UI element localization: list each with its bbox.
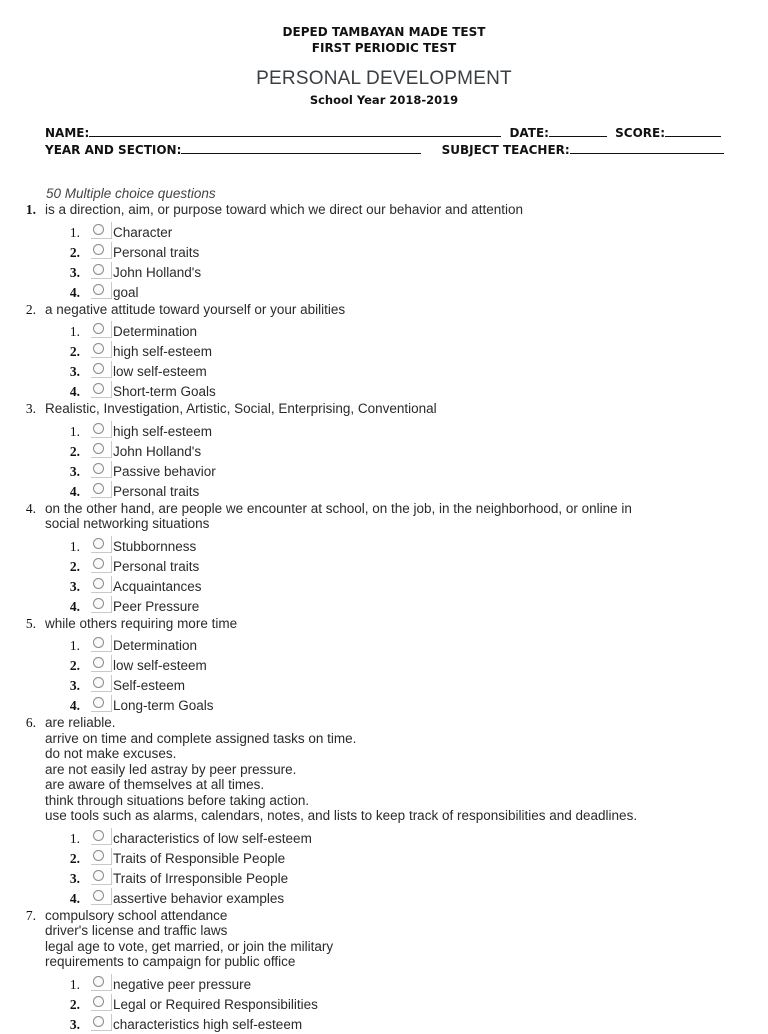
answer-option[interactable] <box>0 381 768 401</box>
question-number: 5. <box>25 615 36 631</box>
radio-circle-icon <box>93 637 104 648</box>
question-text: a negative attitude toward yourself or your abilities <box>45 301 346 317</box>
option-number: 3. <box>69 264 80 280</box>
radio-button[interactable] <box>91 441 112 458</box>
radio-button[interactable] <box>91 888 112 905</box>
answer-option[interactable] <box>0 536 768 556</box>
radio-button[interactable] <box>91 282 112 299</box>
question-text: on the other hand, are people we encounter at school, on the job, in the neighborhood, or online in social networking situations <box>45 500 632 531</box>
option-number: 4. <box>69 384 80 399</box>
radio-circle-icon <box>93 996 104 1007</box>
option-label: negative peer pressure <box>113 976 252 992</box>
question-number: 4. <box>25 500 36 516</box>
radio-button[interactable] <box>91 361 112 378</box>
radio-button[interactable] <box>91 994 112 1011</box>
radio-circle-icon <box>93 323 104 334</box>
radio-circle-icon <box>93 657 104 668</box>
option-number: 2. <box>69 443 80 459</box>
option-number: 4. <box>69 598 80 614</box>
radio-button[interactable] <box>91 556 112 573</box>
question-text: Realistic, Investigation, Artistic, Social, Enterprising, Conventional <box>45 401 437 416</box>
radio-circle-icon <box>93 578 104 589</box>
answer-option[interactable] <box>0 282 768 302</box>
question-item <box>0 501 768 616</box>
option-label: high self-esteem <box>113 423 213 439</box>
option-number: 1. <box>69 538 80 554</box>
radio-button[interactable] <box>91 421 112 438</box>
date-label: DATE: <box>509 126 549 140</box>
radio-button[interactable] <box>91 675 112 692</box>
option-label: Long-term Goals <box>113 698 214 713</box>
answer-option[interactable] <box>0 675 768 695</box>
question-number: 3. <box>25 401 36 416</box>
radio-circle-icon <box>93 483 104 494</box>
radio-circle-icon <box>93 244 104 255</box>
score-label: SCORE: <box>615 126 666 140</box>
option-label: John Holland's <box>113 264 202 280</box>
option-number: 1. <box>69 976 80 992</box>
answer-option[interactable] <box>0 848 768 868</box>
question-list <box>0 202 768 1034</box>
answer-options <box>0 536 768 616</box>
answer-option[interactable] <box>0 596 768 616</box>
option-label: characteristics high self-esteem <box>113 1016 303 1032</box>
radio-button[interactable] <box>91 848 112 865</box>
option-number: 2. <box>69 344 80 359</box>
option-number: 3. <box>69 364 80 379</box>
name-label: NAME: <box>45 126 90 140</box>
header-line-2: FIRST PERIODIC TEST <box>311 41 457 55</box>
question-text: while others requiring more time <box>45 615 238 631</box>
answer-option[interactable] <box>0 974 768 994</box>
radio-circle-icon <box>93 598 104 609</box>
answer-options <box>0 321 768 401</box>
subject-teacher-label: SUBJECT TEACHER: <box>441 143 570 157</box>
answer-option[interactable] <box>0 655 768 675</box>
answer-option[interactable] <box>0 341 768 361</box>
radio-button[interactable] <box>91 381 112 398</box>
school-year: School Year 2018-2019 <box>309 93 459 107</box>
option-number: 2. <box>69 850 80 866</box>
radio-circle-icon <box>93 890 104 901</box>
radio-circle-icon <box>93 976 104 987</box>
option-number: 3. <box>69 578 80 594</box>
option-label: Passive behavior <box>113 463 216 479</box>
option-number: 2. <box>69 996 80 1012</box>
answer-option[interactable] <box>0 635 768 655</box>
radio-circle-icon <box>93 383 104 394</box>
question-item <box>0 401 768 501</box>
radio-circle-icon <box>93 870 104 881</box>
option-label: Personal traits <box>113 244 200 260</box>
option-number: 1. <box>69 830 80 846</box>
option-number: 4. <box>69 698 80 713</box>
answer-option[interactable] <box>0 421 768 441</box>
option-label: Short-term Goals <box>113 384 216 399</box>
questions-intro: 50 Multiple choice questions <box>46 186 216 201</box>
option-label: low self-esteem <box>113 364 207 379</box>
question-item <box>0 715 768 908</box>
radio-button[interactable] <box>91 596 112 613</box>
radio-circle-icon <box>93 343 104 354</box>
radio-button[interactable] <box>91 974 112 991</box>
option-number: 3. <box>69 1016 80 1032</box>
option-label: Peer Pressure <box>113 598 200 614</box>
radio-button[interactable] <box>91 695 112 712</box>
answer-option[interactable] <box>0 321 768 341</box>
answer-option[interactable] <box>0 994 768 1014</box>
radio-button[interactable] <box>91 242 112 259</box>
radio-circle-icon <box>93 830 104 841</box>
answer-option[interactable] <box>0 695 768 715</box>
option-label: Legal or Required Responsibilities <box>113 996 318 1012</box>
option-number: 4. <box>69 890 80 906</box>
answer-options <box>0 421 768 501</box>
question-text: compulsory school attendance driver's license and traffic laws legal age to vote, get married, or join the military requirements to campaign for public office <box>45 907 334 969</box>
answer-option[interactable] <box>0 461 768 481</box>
question-item <box>0 302 768 402</box>
answer-option[interactable] <box>0 441 768 461</box>
answer-option[interactable] <box>0 576 768 596</box>
option-label: Personal traits <box>113 483 200 499</box>
option-number: 4. <box>69 284 80 300</box>
radio-circle-icon <box>93 363 104 374</box>
info-row-2 <box>45 142 724 157</box>
option-label: goal <box>113 284 139 300</box>
option-number: 1. <box>69 638 80 653</box>
radio-circle-icon <box>93 558 104 569</box>
answer-options <box>0 222 768 302</box>
radio-circle-icon <box>93 677 104 688</box>
question-text: is a direction, aim, or purpose toward which we direct our behavior and attention <box>45 202 524 217</box>
radio-circle-icon <box>93 463 104 474</box>
question-number: 7. <box>25 907 36 923</box>
radio-circle-icon <box>93 443 104 454</box>
option-label: Determination <box>113 324 198 339</box>
radio-button[interactable] <box>91 868 112 885</box>
option-label: Character <box>113 224 173 240</box>
question-number: 2. <box>25 301 36 317</box>
radio-button[interactable] <box>91 222 112 239</box>
option-label: high self-esteem <box>113 344 213 359</box>
option-label: assertive behavior examples <box>113 890 285 906</box>
option-label: Stubbornness <box>113 538 197 554</box>
option-number: 1. <box>69 224 80 240</box>
option-number: 2. <box>69 658 80 673</box>
option-number: 4. <box>69 483 80 499</box>
option-label: Self-esteem <box>113 678 186 693</box>
option-label: John Holland's <box>113 443 202 459</box>
header-line-1: DEPED TAMBAYAN MADE TEST <box>282 25 486 39</box>
subject-teacher-blank[interactable] <box>570 142 724 154</box>
answer-option[interactable] <box>0 888 768 908</box>
score-blank[interactable] <box>665 125 721 137</box>
radio-circle-icon <box>93 850 104 861</box>
answer-option[interactable] <box>0 481 768 501</box>
option-number: 2. <box>69 244 80 260</box>
radio-circle-icon <box>93 1016 104 1027</box>
radio-circle-icon <box>93 538 104 549</box>
answer-option[interactable] <box>0 242 768 262</box>
option-label: Traits of Irresponsible People <box>113 870 289 886</box>
answer-options <box>0 974 768 1034</box>
option-number: 3. <box>69 463 80 479</box>
option-label: Determination <box>113 638 198 653</box>
document-title: PERSONAL DEVELOPMENT <box>256 68 512 89</box>
option-number: 3. <box>69 678 80 693</box>
question-item <box>0 616 768 716</box>
date-blank[interactable] <box>549 125 607 137</box>
radio-circle-icon <box>93 423 104 434</box>
radio-button[interactable] <box>91 655 112 672</box>
answer-options <box>0 635 768 715</box>
radio-button[interactable] <box>91 1014 112 1031</box>
option-number: 1. <box>69 423 80 439</box>
radio-circle-icon <box>93 284 104 295</box>
question-number: 6. <box>25 715 36 730</box>
option-label: Traits of Responsible People <box>113 850 286 866</box>
option-label: Personal traits <box>113 558 200 574</box>
radio-button[interactable] <box>91 828 112 845</box>
question-item <box>0 202 768 302</box>
option-number: 1. <box>69 324 80 339</box>
radio-button[interactable] <box>91 321 112 338</box>
radio-button[interactable] <box>91 576 112 593</box>
answer-option[interactable] <box>0 556 768 576</box>
radio-button[interactable] <box>91 262 112 279</box>
radio-circle-icon <box>93 264 104 275</box>
option-label: low self-esteem <box>113 658 207 673</box>
radio-button[interactable] <box>91 536 112 553</box>
answer-option[interactable] <box>0 222 768 242</box>
question-text: are reliable. arrive on time and complete assigned tasks on time. do not make excuses. are not easily led astray by peer pressure. are aware of themselves at all times. think through situations before taking action. use tools such as alarms, calendars, notes, and lists to keep track of responsibilities and deadlines. <box>45 715 638 823</box>
option-number: 2. <box>69 558 80 574</box>
answer-option[interactable] <box>0 828 768 848</box>
radio-circle-icon <box>93 224 104 235</box>
question-number: 1. <box>25 202 36 217</box>
answer-options <box>0 828 768 908</box>
answer-option[interactable] <box>0 868 768 888</box>
answer-option[interactable] <box>0 262 768 282</box>
radio-button[interactable] <box>91 635 112 652</box>
info-row-1 <box>45 125 721 140</box>
radio-button[interactable] <box>91 461 112 478</box>
year-section-blank[interactable] <box>181 142 421 154</box>
option-label: characteristics of low self-esteem <box>113 830 312 846</box>
option-label: Acquaintances <box>113 578 202 594</box>
answer-option[interactable] <box>0 361 768 381</box>
option-number: 3. <box>69 870 80 886</box>
radio-button[interactable] <box>91 481 112 498</box>
radio-circle-icon <box>93 697 104 708</box>
question-item <box>0 908 768 1034</box>
radio-button[interactable] <box>91 341 112 358</box>
name-blank[interactable] <box>89 125 501 137</box>
year-section-label: YEAR AND SECTION: <box>45 143 182 157</box>
